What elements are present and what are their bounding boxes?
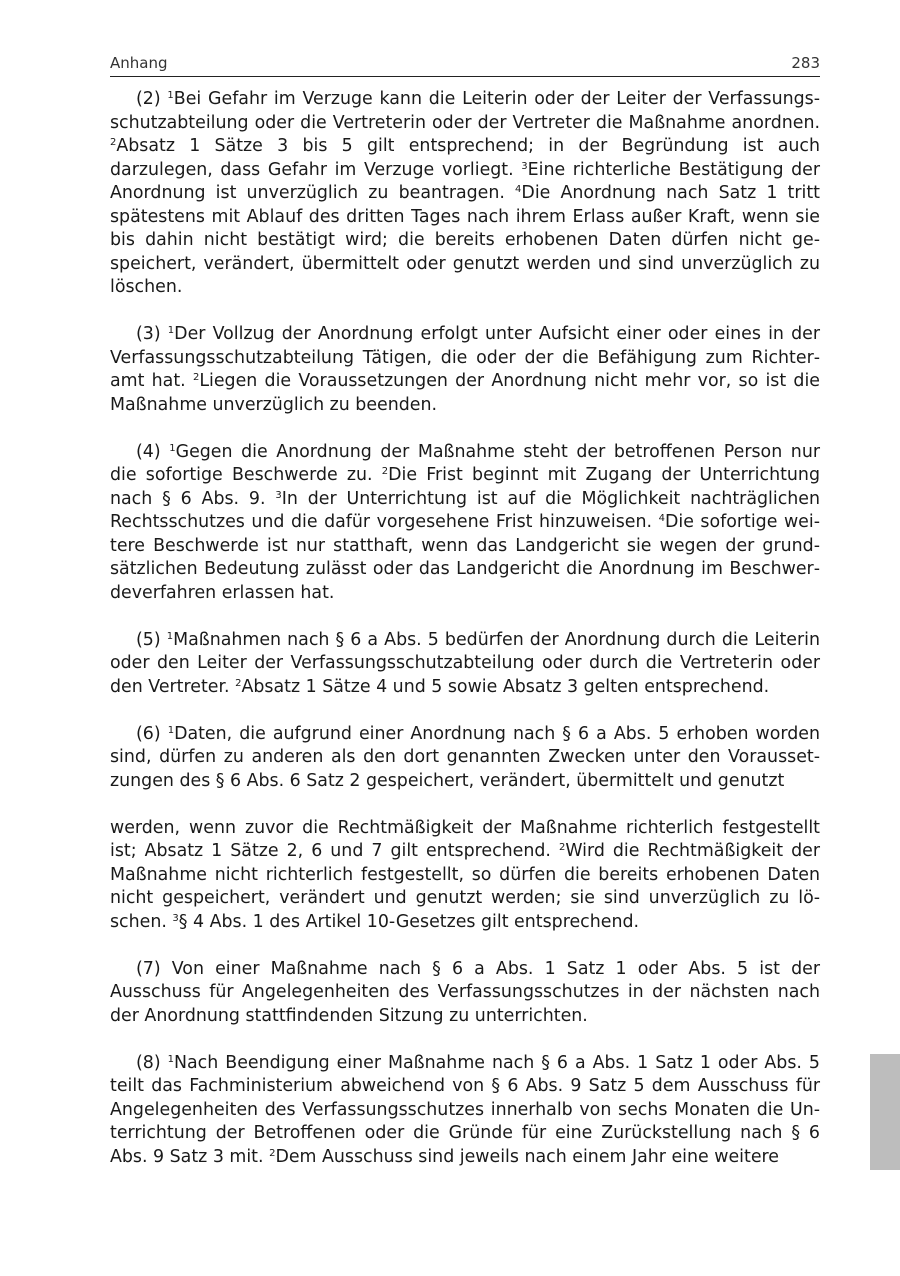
sentence-text: Gegen die Anordnung der Maßnahme steht der betroffenen Person nur die sofortige Beschwerde zu. — [110, 441, 820, 485]
running-header — [110, 52, 820, 77]
paragraph — [110, 723, 820, 794]
sentence-text: Maßnahmen nach § 6 a Abs. 5 bedürfen der Anordnung durch die Leiterin oder den Leiter der Verfassungsschutzabteilung oder durch die Vertreterin oder den Vertreter. — [110, 629, 820, 697]
sentence-number: 3 — [172, 912, 179, 924]
paragraph — [110, 88, 820, 300]
sentence-text: Bei Gefahr im Verzuge kann die Leiterin oder der Leiter der Verfassungsschutzabteilung oder die Vertreterin oder der Vertreter die Maßnahme anordnen. — [110, 89, 820, 133]
paragraph-number: (8) — [136, 1052, 168, 1073]
sentence-text: Nach Beendigung einer Maßnahme nach § 6 a Abs. 1 Satz 1 oder Abs. 5 teilt das Fachministerium abweichend von § 6 Abs. 9 Satz 5 dem Ausschuss für Angelegenheiten des Verfassungsschutzes innerhalb von sechs Monaten die Unterrichtung der Betroffenen oder die Gründe für eine Zurückstellung nach § 6 Abs. 9 Satz 3 mit. — [110, 1052, 820, 1167]
paragraph — [110, 817, 820, 935]
sentence-text: Die Frist beginnt mit Zugang der Unterrichtung nach § 6 Abs. 9. — [110, 465, 820, 509]
paragraph-number: (5) — [136, 629, 167, 650]
sentence-number: 4 — [658, 513, 665, 524]
sentence-number: 2 — [269, 1147, 276, 1159]
sentence-number: 2 — [192, 372, 200, 383]
sentence-number: 2 — [110, 137, 117, 148]
paragraph-number: (6) — [136, 723, 168, 744]
sentence-number: 2 — [558, 842, 566, 853]
sentence-number: 2 — [381, 466, 389, 477]
sentence-text: Die sofortige weitere Beschwerde ist nur statthaft, wenn das Landgericht sie wegen der grundsätzlichen Bedeutung zulässt oder das Landgericht die Anordnung im Beschwerdeverfahren erlassen hat. — [110, 512, 820, 603]
sentence-text: In der Unterrichtung ist auf die Möglichkeit nachträglichen Rechtsschutzes und die dafür vorgesehene Frist hinzuweisen. — [110, 488, 820, 532]
sentence-number: 1 — [166, 630, 174, 642]
sentence-number: 1 — [169, 442, 176, 454]
sentence-text: § 4 Abs. 1 des Artikel 10-Gesetzes gilt entsprechend. — [178, 911, 640, 932]
sentence-text: Absatz 1 Sätze 4 und 5 sowie Absatz 3 gelten entsprechend. — [241, 676, 770, 697]
sentence-text: Absatz 1 Sätze 3 bis 5 gilt entsprechend; in der Begründung ist auch darzulegen, dass Gefahr im Verzuge vorliegt. — [110, 136, 820, 180]
sentence-number: 1 — [167, 1053, 175, 1065]
sentence-text: Die Anordnung nach Satz 1 tritt spätestens mit Ablauf des dritten Tages nach ihrem Erlass außer Kraft, wenn sie bis dahin nicht bestätigt wird; die bereits erhobenen Daten dürfen nicht gespeichert, verändert, übermittelt oder genutzt werden und sind unverzüglich zu löschen. — [110, 183, 820, 297]
sentence-number: 1 — [167, 325, 175, 336]
body-text — [110, 88, 820, 1193]
paragraph — [110, 323, 820, 417]
paragraph-number: (7) — [136, 958, 172, 979]
sentence-text: werden, wenn zuvor die Rechtmäßigkeit der Maßnahme richterlich festgestellt ist; Absatz 1 Sätze 2, 6 und 7 gilt entsprechend. — [110, 817, 820, 861]
sentence-number: 3 — [275, 489, 282, 501]
paragraph — [110, 441, 820, 606]
sentence-text: Daten, die aufgrund einer Anordnung nach § 6 a Abs. 5 erhoben worden sind, dürfen zu anderen als den dort genannten Zwecken unter den Voraussetzungen des § 6 Abs. 6 Satz 2 gespeichert, verändert, übermittelt und genutzt — [110, 723, 820, 791]
sentence-text: Der Vollzug der Anordnung erfolgt unter Aufsicht einer oder eines in der Verfassungsschutzabteilung Tätigen, die oder der die Befähigung zum Richteramt hat. — [110, 324, 820, 391]
sentence-number: 1 — [167, 90, 174, 101]
sentence-number: 1 — [167, 724, 175, 736]
sentence-text: Liegen die Voraussetzungen der Anordnung nicht mehr vor, so ist die Maßnahme unverzüglich zu beenden. — [110, 371, 820, 415]
paragraph-number: (2) — [136, 89, 168, 109]
sentence-text: Wird die Rechtmäßigkeit der Maßnahme nicht richterlich festgestellt, so dürfen die bereits erhobenen Daten nicht gespeichert, verändert und genutzt werden; sie sind unverzüglich zu löschen. — [110, 841, 820, 932]
sentence-number: 3 — [521, 160, 528, 172]
section-title: Anhang — [110, 54, 168, 72]
paragraph — [110, 958, 820, 1029]
page-number: 283 — [791, 54, 820, 72]
sentence-number: 4 — [515, 184, 522, 195]
paragraph-number: (3) — [136, 324, 168, 344]
sentence-text: Von einer Maßnahme nach § 6 a Abs. 1 Satz 1 oder Abs. 5 ist der Ausschuss für Angelegenheiten des Verfassungsschutzes in der nächsten nach der Anordnung stattfindenden Sitzung zu unterrichten. — [110, 958, 820, 1026]
paragraph — [110, 629, 820, 700]
sentence-number: 2 — [235, 677, 242, 689]
thumb-index-tab — [870, 1054, 900, 1170]
sentence-text: Dem Ausschuss sind jeweils nach einem Jahr eine weitere — [275, 1146, 779, 1167]
paragraph-number: (4) — [136, 441, 170, 462]
paragraph — [110, 1052, 820, 1170]
sentence-text: Eine richterliche Bestätigung der Anordnung ist unverzüglich zu beantragen. — [110, 159, 820, 203]
